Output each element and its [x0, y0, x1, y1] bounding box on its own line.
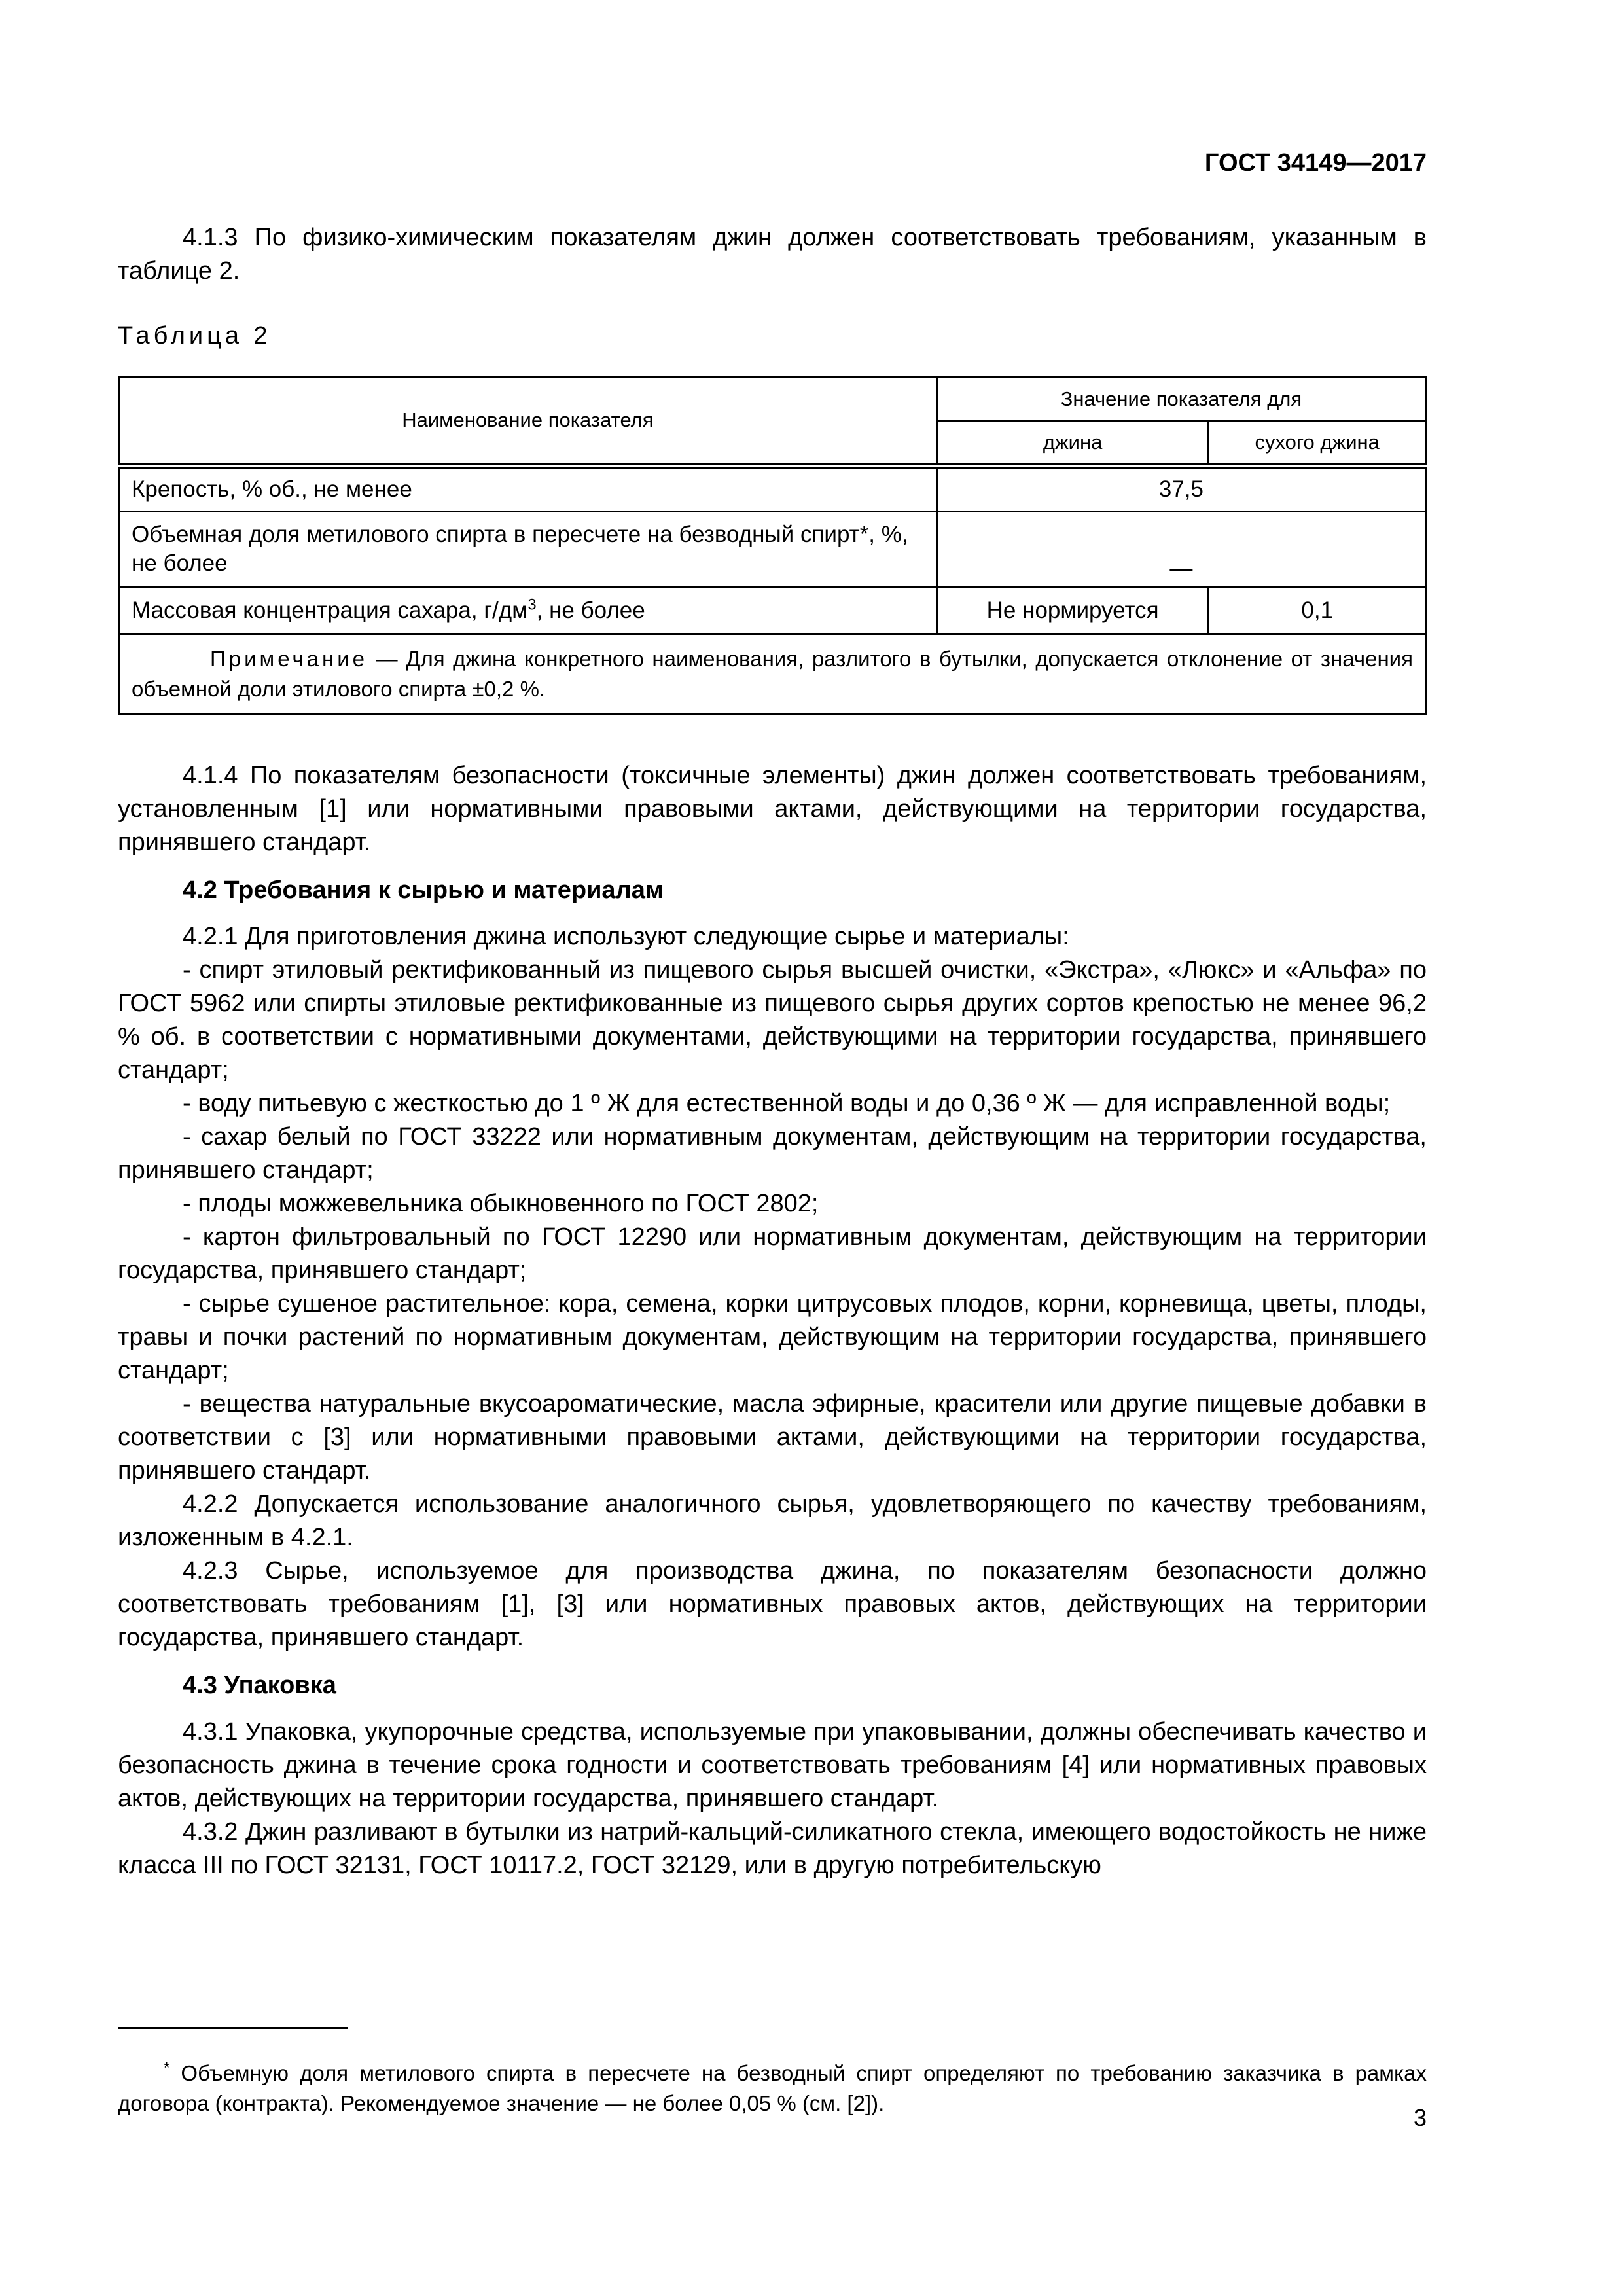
table-header-gin: джина: [936, 422, 1209, 466]
footnote: [118, 2058, 1427, 2119]
list-item-sugar: - сахар белый по ГОСТ 33222 или нормативным документам, действующим на территории государства, принявшего стандарт;: [118, 1123, 1427, 1184]
paragraph-4-1-3: 4.1.3 По физико-химическим показателям джин должен соответствовать требованиям, указанным в таблице 2.: [118, 224, 1427, 285]
table-row-methanol-name: Объемная доля метилового спирта в пересчете на безводный спирт*, %, не более: [119, 512, 937, 587]
page-number: 3: [1413, 2104, 1427, 2131]
table-row-methanol-value: —: [936, 512, 1425, 587]
note-label: Примечание: [210, 647, 368, 671]
table-2: [118, 376, 1427, 715]
list-item-cardboard: - картон фильтровальный по ГОСТ 12290 или нормативным документам, действующим на территории государства, принявшего стандарт;: [118, 1223, 1427, 1284]
footnote-text: Объемную доля метилового спирта в пересчете на безводный спирт определяют по требованию заказчика в рамках договора (контракта). Рекомендуемое значение — не более 0,05 % (см. [2]).: [118, 2061, 1427, 2115]
table-row-sugar-gin: Не нормируется: [936, 587, 1209, 634]
sugar-name-text: Массовая концентрация сахара, г/дм: [132, 597, 528, 623]
list-item-herbs: - сырье сушеное растительное: кора, семена, корки цитрусовых плодов, корни, корневища, цветы, плоды, травы и почки растений по нормативным документам, действующим на территории государства, принявшего стандарт;: [118, 1290, 1427, 1384]
paragraph-4-1-4: 4.1.4 По показателям безопасности (токсичные элементы) джин должен соответствовать требованиям, установленным [1] или нормативными правовыми актами, действующими на территории государства, принявшего стандарт.: [118, 762, 1427, 856]
table-row-strength-value: 37,5: [936, 466, 1425, 512]
list-item-alcohol: - спирт этиловый ректификованный из пищевого сырья высшей очистки, «Экстра», «Люкс» и «Альфа» по ГОСТ 5962 или спирты этиловые ректификованные из пищевого сырья других сортов крепостью не менее 96,2 % об. в соответствии с нормативными документами, действующими на территории государства, принявшего стандарт;: [118, 956, 1427, 1084]
list-item-flavorings: - вещества натуральные вкусоароматические, масла эфирные, красители или другие пищевые добавки в соответствии с [3] или нормативными правовыми актами, действующими на территории государства, принявшего стандарт.: [118, 1390, 1427, 1484]
footnote-divider: [118, 2027, 348, 2029]
table-row-sugar-name: [119, 587, 937, 634]
document-page: [118, 0, 1427, 2296]
paragraph-4-2-1: 4.2.1 Для приготовления джина используют следующие сырье и материалы:: [183, 923, 1069, 950]
list-item-juniper: - плоды можжевельника обыкновенного по ГОСТ 2802;: [183, 1190, 819, 1217]
table-row-strength-name: Крепость, % об., не менее: [119, 466, 937, 512]
superscript-3: 3: [527, 595, 537, 613]
footnote-mark: *: [164, 2059, 170, 2077]
paragraph-4-3-2: 4.3.2 Джин разливают в бутылки из натрий-кальций-силикатного стекла, имеющего водостойкость не ниже класса III по ГОСТ 32131, ГОСТ 10117.2, ГОСТ 32129, или в другую потребительскую: [118, 1818, 1427, 1879]
paragraph-4-3-1: 4.3.1 Упаковка, укупорочные средства, используемые при упаковывании, должны обеспечивать качество и безопасность джина в течение срока годности и соответствовать требованиям [4] или нормативных правовых актов, действующих на территории государства, принявшего стандарт.: [118, 1718, 1427, 1812]
table-note: [119, 634, 1426, 715]
table-caption: Таблица 2: [118, 322, 272, 350]
table-header-name: Наименование показателя: [119, 377, 937, 466]
document-code-header: ГОСТ 34149—2017: [1204, 149, 1427, 177]
sugar-name-tail: , не более: [536, 597, 645, 623]
table-row-sugar-dry-gin: 0,1: [1209, 587, 1426, 634]
table-header-dry-gin: сухого джина: [1209, 422, 1426, 466]
main-body: [118, 759, 1427, 1882]
list-item-water: - воду питьевую с жесткостью до 1 º Ж для естественной воды и до 0,36 º Ж — для исправленной воды;: [183, 1090, 1391, 1117]
note-text: — Для джина конкретного наименования, разлитого в бутылки, допускается отклонение от значения объемной доли этилового спирта ±0,2 %.: [132, 647, 1413, 701]
section-4-2-title: 4.2 Требования к сырью и материалам: [183, 876, 664, 904]
paragraph-4-2-3: 4.2.3 Сырье, используемое для производства джина, по показателям безопасности должно соответствовать требованиям [1], [3] или нормативных правовых актов, действующих на территории государства, принявшего стандарт.: [118, 1557, 1427, 1651]
section-4-3-title: 4.3 Упаковка: [183, 1672, 336, 1699]
paragraph-4-2-2: 4.2.2 Допускается использование аналогичного сырья, удовлетворяющего по качеству требованиям, изложенным в 4.2.1.: [118, 1490, 1427, 1551]
table-header-group: Значение показателя для: [936, 377, 1425, 422]
intro-block: [118, 221, 1427, 288]
